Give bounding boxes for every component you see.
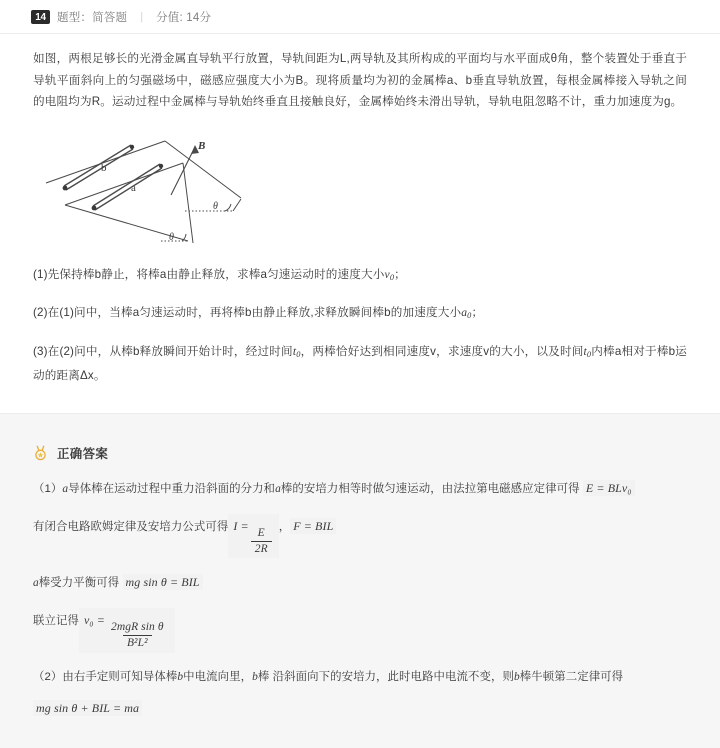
sub-question-2-prefix: (2) xyxy=(33,306,48,320)
formula-current-lhs: I = xyxy=(233,518,249,533)
answer-section xyxy=(0,440,720,748)
answer-part2-text-b: 中电流向里， xyxy=(183,670,253,683)
sub-question-3-symbol-sub: 0 xyxy=(296,349,301,359)
sub-question-2-symbol: a xyxy=(461,306,468,320)
figure-label-b: b xyxy=(101,161,107,174)
sub-question-3-prefix: (3) xyxy=(33,344,48,358)
question-stem: 如图，两根足够长的光滑金属直导轨平行放置，导轨间距为L,两导轨及其所构成的平面均与水平面成θ角，整个装置处于垂直于导轨平面斜向上的匀强磁场中，磁感应强度大小为B。现将质量均为初的金属棒a、b垂直导轨放置，每根金属棒接入导轨之间的电阻均为R。运动过程中金属棒与导轨始终垂直且接触良好，金属棒始终未滑出导轨，导轨电阻忽略不计，重力加速度为g。 xyxy=(33,52,687,108)
question-header xyxy=(0,0,720,34)
answer-part2-var2: b xyxy=(252,670,258,683)
formula-separator-comma: ， xyxy=(278,520,291,533)
sub-question-3-suffix: 内棒a相对于棒b运动的距离Δx。 xyxy=(33,344,687,383)
formula-current-denominator: 2R xyxy=(251,541,272,556)
formula-current-group xyxy=(228,514,278,558)
answer-part1-line1 xyxy=(33,478,687,500)
formula-v0-lhs: v₀ = xyxy=(83,613,105,628)
answer-part1-var2: a xyxy=(275,482,281,495)
answer-part1-text-b: 棒的安培力相等时做匀速运动，由法拉第电磁感应定律可得 xyxy=(280,482,580,495)
formula-current-fraction xyxy=(251,527,272,556)
sub-question-3-symbol: t xyxy=(292,344,297,358)
formula-current-numerator: E xyxy=(257,526,265,539)
sub-question-3-symbol2-sub: 0 xyxy=(586,349,592,359)
formula-newton-second-law: mg sin θ + BIL = ma xyxy=(33,700,142,716)
sub-question-3-text-mid: ，两棒恰好达到相同速度v，求速度v的大小，以及时间 xyxy=(300,344,584,358)
answer-body xyxy=(33,468,687,720)
sub-question-3-text: 在(2)问中，从棒b释放瞬间开始计时，经过时间 xyxy=(47,344,293,358)
answer-part1-line3-text: 棒受力平衡可得 xyxy=(38,577,120,590)
sub-question-1-symbol: v xyxy=(384,267,390,281)
medal-icon xyxy=(33,445,48,461)
answer-part2-text-d: 棒牛顿第二定律可得 xyxy=(519,670,624,683)
sub-question-1-symbol-sub: 0 xyxy=(389,272,395,282)
section-divider xyxy=(0,413,720,440)
sub-question-3 xyxy=(33,341,687,387)
formula-v0-group xyxy=(79,608,175,652)
answer-part1-text-a: 导体棒在运动过程中重力沿斜面的分力和 xyxy=(68,482,276,495)
question-body xyxy=(0,34,720,395)
formula-v0-fraction xyxy=(107,621,168,650)
figure-container xyxy=(43,123,687,248)
formula-equilibrium: mg sin θ = BIL xyxy=(123,574,203,590)
answer-part2-var1: b xyxy=(177,670,184,683)
answer-part1-line3 xyxy=(33,572,687,594)
answer-part2-line1 xyxy=(33,667,687,688)
sub-question-1-prefix: (1) xyxy=(33,267,48,281)
answer-part2-text-c: 棒 沿斜面向下的安培力，此时电路中电流不变，则 xyxy=(257,670,514,683)
sub-question-1-text: 先保持棒b静止，将棒a由静止释放，求棒a匀速运动时的速度大小 xyxy=(47,267,385,281)
question-type-label: 题型：简答题 xyxy=(57,12,128,24)
answer-part2-text-a: 由右手定则可知导体棒 xyxy=(62,670,178,683)
formula-emf: E = BLv₀ xyxy=(583,480,635,496)
answer-part1-line3-var: a xyxy=(33,577,39,590)
formula-v0-denominator: B²L² xyxy=(123,635,152,650)
inclined-rails-diagram xyxy=(43,123,293,248)
sub-question-3-symbol2: t xyxy=(583,344,587,358)
answer-part1-line2-text: 有闭合电路欧姆定律及安培力公式可得 xyxy=(33,520,229,533)
sub-question-1-suffix: ； xyxy=(394,267,406,281)
answer-part1-line4-text: 联立记得 xyxy=(33,615,79,628)
formula-v0-numerator: 2mgR sin θ xyxy=(110,621,164,634)
sub-question-2-suffix: ； xyxy=(471,306,484,320)
figure-label-theta-upper: θ xyxy=(213,200,218,212)
question-index-badge: 14 xyxy=(31,10,50,24)
figure-label-theta-lower: θ xyxy=(169,231,174,243)
sub-question-1 xyxy=(33,264,687,289)
answer-header xyxy=(33,440,687,468)
answer-part1-var1: a xyxy=(62,482,69,495)
sub-question-2 xyxy=(33,302,687,327)
answer-part2-formula-line xyxy=(33,698,687,720)
sub-question-2-text: 在(1)问中，当棒a匀速运动时，再将棒b由静止释放,求释放瞬间棒b的加速度大小 xyxy=(47,306,462,320)
figure-label-B: B xyxy=(198,139,206,152)
figure-label-a: a xyxy=(131,181,136,194)
answer-part1-line4 xyxy=(33,608,687,652)
answer-part2-label: （2） xyxy=(33,670,63,683)
sub-question-2-symbol-sub: 0 xyxy=(467,311,472,321)
answer-part2-var3: b xyxy=(513,670,520,683)
question-score-label: 分值: 14分 xyxy=(156,12,212,24)
answer-part1-label: （1） xyxy=(33,482,63,495)
formula-ampere-force: F = BIL xyxy=(290,518,336,534)
answer-part1-line2 xyxy=(33,514,687,558)
answer-title: 正确答案 xyxy=(57,446,109,461)
header-separator: | xyxy=(140,11,144,23)
